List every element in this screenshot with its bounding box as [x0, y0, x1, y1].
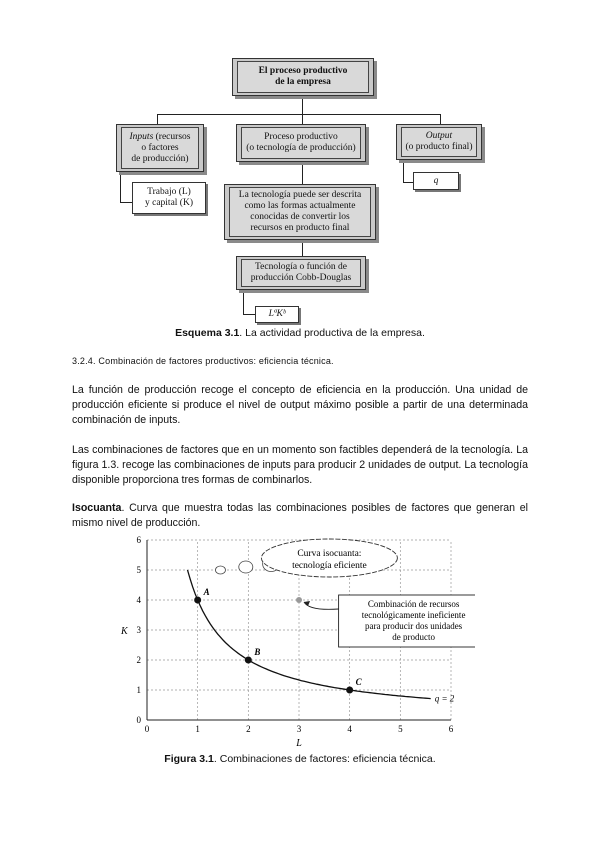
y-tick-label: 2 [136, 655, 141, 665]
paragraph-3 [72, 501, 528, 531]
annotation-text: tecnológicamente ineficiente [361, 610, 466, 620]
point-label: B [254, 647, 261, 657]
schema-text: q [433, 175, 439, 186]
schema-connector [157, 114, 440, 115]
y-tick-label: 4 [136, 595, 141, 605]
schema-text: de la empresa [275, 77, 331, 87]
schema-connector [403, 182, 413, 183]
x-tick-label: 6 [448, 724, 454, 734]
schema-text: La tecnología puede ser descrita [238, 190, 362, 200]
y-tick-label: 0 [136, 715, 141, 725]
paragraph-1: La función de producción recoge el concepto de eficiencia en la producción. Una unidad de producción eficiente si produce el nivel de output máximo posible a partir de una determinada combinación de inputs. [72, 384, 528, 426]
annotation-text: Combinación de recursos [367, 599, 460, 609]
y-tick-label: 3 [136, 625, 141, 635]
schema-connector [440, 114, 441, 124]
x-tick-label: 4 [347, 724, 352, 734]
y-tick-label: 5 [136, 565, 141, 575]
y-tick-label: 6 [136, 535, 141, 545]
schema-connector [243, 290, 244, 314]
schema-text: o factores [141, 142, 179, 153]
schema-text: producción Cobb-Douglas [250, 273, 352, 283]
schema-connector [157, 114, 158, 124]
schema-connector [403, 160, 404, 182]
schema-box-cobb-douglas [236, 256, 366, 290]
annotation-text: de producto [392, 632, 435, 642]
schema-text: (o tecnología de producción) [246, 143, 356, 153]
annotation-arrow [304, 602, 339, 609]
point-b [245, 657, 252, 664]
caption-label: Figura 3.1 [164, 753, 214, 765]
schema-text: recursos en producto final [250, 223, 350, 233]
schema-text: Trabajo (L) [147, 187, 191, 197]
schema-connector [120, 202, 132, 203]
point-label: A [203, 587, 210, 597]
curve-label: q = 2 [434, 693, 455, 704]
point-c [346, 687, 353, 694]
schema-box-inputs [116, 124, 204, 172]
schema-connector [302, 96, 303, 114]
schema-box-output [396, 124, 482, 160]
cloud-text: tecnología eficiente [292, 561, 367, 571]
x-tick-label: 0 [144, 724, 150, 734]
y-tick-label: 1 [136, 685, 141, 695]
schema-text: Tecnología o función de [255, 262, 347, 272]
isoquant-chart [115, 532, 475, 752]
schema-text: (recursos [153, 131, 191, 142]
schema-box-q [413, 172, 459, 190]
schema-box-trabajo-capital [132, 182, 206, 214]
x-tick-label: 5 [398, 724, 403, 734]
schema-text: y capital (K) [144, 198, 193, 208]
schema-text: Output [425, 131, 453, 141]
point-a [194, 597, 201, 604]
schema-text: LªKᵇ [268, 309, 286, 319]
y-axis-label: K [121, 626, 128, 637]
caption-text: . La actividad productiva de la empresa. [239, 327, 425, 339]
paragraph-2: Las combinaciones de factores que en un momento son factibles dependerá de la tecnología. La figura 1.3. recoge las combinaciones de inputs para producir 2 unidades de output. La tecnología disponible proporciona tres formas de combinarlos. [72, 444, 528, 486]
figure-caption [0, 753, 600, 765]
point-label: C [355, 677, 362, 687]
schema-text: conocidas de convertir los [250, 212, 350, 222]
schema-box-formula [255, 306, 299, 323]
schema-caption [0, 327, 600, 339]
x-tick-label: 3 [296, 724, 302, 734]
term-isocuanta: Isocuanta [72, 502, 122, 514]
schema-box-proceso-productivo [236, 124, 366, 162]
schema-connector [243, 314, 255, 315]
schema-text: de producción) [131, 153, 189, 164]
cloud-text: Curva isocuanta: [297, 549, 362, 559]
schema-text: El proceso productivo [258, 66, 348, 76]
schema-box-proceso-empresa [232, 58, 374, 96]
schema-text: como las formas actualmente [244, 201, 356, 211]
definition-text: . Curva que muestra todas las combinaciones posibles de factores que generan el mismo nivel de producción. [72, 502, 528, 529]
schema-connector [302, 240, 303, 256]
schema-connector [302, 114, 303, 124]
schema-text: Inputs [129, 131, 154, 142]
x-tick-label: 2 [246, 724, 251, 734]
schema-connector [302, 162, 303, 184]
section-title: 3.2.4. Combinación de factores productivos: eficiencia técnica. [72, 356, 334, 366]
x-axis-label: L [296, 738, 302, 749]
annotation-text: para producir dos unidades [364, 621, 463, 631]
inefficient-point [296, 597, 302, 603]
schema-connector [120, 172, 121, 202]
thought-bubble [215, 566, 225, 574]
x-tick-label: 1 [195, 724, 200, 734]
caption-label: Esquema 3.1 [175, 327, 240, 339]
caption-text: . Combinaciones de factores: eficiencia técnica. [213, 753, 436, 765]
schema-text: Proceso productivo [264, 132, 338, 142]
schema-box-tecnologia [224, 184, 376, 240]
thought-bubble [239, 561, 253, 573]
schema-text: (o producto final) [405, 142, 473, 152]
